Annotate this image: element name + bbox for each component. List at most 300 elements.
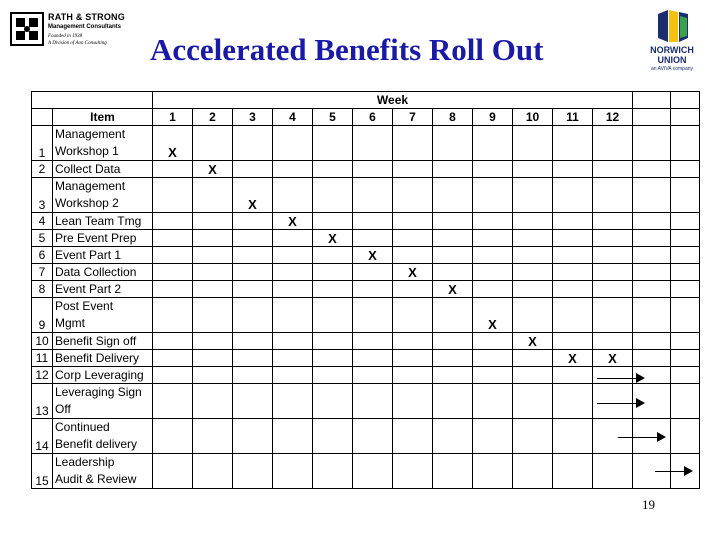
schedule-mark: X (233, 178, 273, 213)
schedule-cell (353, 213, 393, 230)
schedule-cell (671, 333, 700, 350)
row-item (53, 161, 153, 178)
rath-strong-name: RATH & STRONG (48, 12, 125, 22)
row-number: 12 (32, 367, 53, 384)
schedule-cell (393, 126, 433, 161)
schedule-cell (273, 350, 313, 367)
norwich-union-line2: UNION (657, 55, 687, 65)
schedule-cell (193, 264, 233, 281)
row-number: 10 (32, 333, 53, 350)
schedule-cell (553, 213, 593, 230)
row-item-line1: Data Collection (55, 265, 137, 279)
week-number-header (671, 109, 700, 126)
schedule-cell (353, 333, 393, 350)
schedule-mark: X (393, 264, 433, 281)
schedule-cell (153, 264, 193, 281)
row-number: 14 (32, 419, 53, 454)
schedule-cell (433, 213, 473, 230)
row-number: 13 (32, 384, 53, 419)
row-number: 15 (32, 454, 53, 489)
table-row (32, 454, 700, 489)
schedule-cell (193, 126, 233, 161)
schedule-cell (233, 126, 273, 161)
schedule-cell (633, 298, 671, 333)
week-number-header: 11 (553, 109, 593, 126)
schedule-cell (473, 230, 513, 247)
schedule-cell (233, 333, 273, 350)
row-number: 7 (32, 264, 53, 281)
schedule-cell (153, 419, 193, 454)
schedule-cell (473, 281, 513, 298)
schedule-mark: X (273, 213, 313, 230)
schedule-cell (633, 333, 671, 350)
schedule-cell (153, 161, 193, 178)
schedule-cell (153, 230, 193, 247)
schedule-cell (633, 247, 671, 264)
schedule-cell (671, 350, 700, 367)
schedule-cell (671, 126, 700, 161)
schedule-cell (393, 419, 433, 454)
row-item-line1: Pre Event Prep (55, 231, 137, 245)
schedule-cell (273, 419, 313, 454)
row-number: 11 (32, 350, 53, 367)
schedule-mark: X (193, 161, 233, 178)
row-item-line1: Management (55, 127, 126, 141)
schedule-cell (553, 419, 593, 454)
schedule-cell (553, 264, 593, 281)
row-number: 5 (32, 230, 53, 247)
schedule-cell (353, 178, 393, 213)
item-header: Item (53, 109, 153, 126)
schedule-cell (513, 161, 553, 178)
schedule-cell (393, 178, 433, 213)
schedule-cell (353, 298, 393, 333)
schedule-cell (313, 454, 353, 489)
schedule-cell (153, 384, 193, 419)
row-item-line1: Event Part 2 (55, 282, 122, 296)
schedule-cell (233, 161, 273, 178)
schedule-cell (553, 333, 593, 350)
schedule-cell (513, 213, 553, 230)
week-number-header: 2 (193, 109, 233, 126)
schedule-cell (433, 230, 473, 247)
row-item (53, 178, 153, 213)
table-row (32, 350, 700, 367)
table-row (32, 419, 700, 454)
table-row (32, 213, 700, 230)
week-header: Week (153, 92, 633, 109)
schedule-mark: X (353, 247, 393, 264)
schedule-cell (153, 350, 193, 367)
schedule-cell (193, 350, 233, 367)
rath-strong-division: A Division of Aon Consulting (48, 41, 107, 46)
schedule-cell (273, 298, 313, 333)
schedule-cell (233, 298, 273, 333)
schedule-cell (193, 213, 233, 230)
schedule-cell (671, 247, 700, 264)
schedule-cell (633, 178, 671, 213)
schedule-cell (633, 281, 671, 298)
schedule-cell (473, 419, 513, 454)
schedule-cell (353, 454, 393, 489)
schedule-cell (393, 161, 433, 178)
row-item-line2: Audit & Review (55, 472, 137, 486)
row-item (53, 367, 153, 384)
schedule-cell (593, 161, 633, 178)
schedule-cell (393, 384, 433, 419)
schedule-cell (393, 247, 433, 264)
schedule-cell (233, 367, 273, 384)
row-item (53, 247, 153, 264)
schedule-cell (313, 384, 353, 419)
row-item-line1: Leadership (55, 455, 115, 469)
row-item (53, 350, 153, 367)
schedule-cell (473, 126, 513, 161)
schedule-cell (433, 298, 473, 333)
norwich-union-tagline: an AVIVA company (650, 66, 694, 72)
schedule-cell (513, 350, 553, 367)
schedule-cell (473, 213, 513, 230)
schedule-cell (433, 419, 473, 454)
table-row (32, 247, 700, 264)
schedule-cell (433, 333, 473, 350)
schedule-cell (193, 281, 233, 298)
schedule-cell (433, 350, 473, 367)
table-row (32, 333, 700, 350)
schedule-cell (433, 247, 473, 264)
schedule-cell (671, 419, 700, 454)
schedule-cell (233, 419, 273, 454)
row-number: 4 (32, 213, 53, 230)
week-number-header: 7 (393, 109, 433, 126)
schedule-cell (513, 454, 553, 489)
page-title: Accelerated Benefits Roll Out (150, 32, 544, 67)
row-item-line1: Event Part 1 (55, 248, 122, 262)
table-row (32, 230, 700, 247)
schedule-cell (513, 281, 553, 298)
schedule-cell (353, 350, 393, 367)
row-item (53, 384, 153, 419)
schedule-cell (353, 264, 393, 281)
schedule-cell (193, 178, 233, 213)
schedule-cell (553, 298, 593, 333)
schedule-cell (513, 126, 553, 161)
schedule-cell (553, 178, 593, 213)
schedule-cell (633, 161, 671, 178)
schedule-cell (513, 247, 553, 264)
week-number-header: 8 (433, 109, 473, 126)
schedule-mark: X (593, 350, 633, 367)
schedule-cell (353, 126, 393, 161)
empty-header-cell (32, 92, 153, 109)
schedule-cell (313, 178, 353, 213)
continuation-arrow-icon (618, 437, 664, 438)
week-number-header: 12 (593, 109, 633, 126)
schedule-cell (593, 298, 633, 333)
row-number: 2 (32, 161, 53, 178)
schedule-cell (393, 333, 433, 350)
schedule-cell (273, 247, 313, 264)
schedule-cell (313, 213, 353, 230)
schedule-cell (473, 454, 513, 489)
schedule-cell (393, 230, 433, 247)
schedule-cell (633, 213, 671, 230)
norwich-union-logo (640, 8, 720, 78)
page-number: 19 (642, 497, 655, 512)
schedule-cell (433, 178, 473, 213)
schedule-cell (553, 230, 593, 247)
schedule-cell (313, 126, 353, 161)
schedule-cell (553, 454, 593, 489)
schedule-cell (633, 350, 671, 367)
row-number: 3 (32, 178, 53, 213)
schedule-cell (593, 247, 633, 264)
schedule-cell (313, 333, 353, 350)
schedule-cell (473, 384, 513, 419)
schedule-cell (233, 213, 273, 230)
rath-strong-tagline: Management Consultants (48, 24, 122, 30)
row-item (53, 126, 153, 161)
schedule-cell (513, 230, 553, 247)
schedule-cell (313, 247, 353, 264)
week-number-header: 3 (233, 109, 273, 126)
schedule-cell (633, 126, 671, 161)
row-item-line2: Workshop 1 (55, 144, 119, 158)
schedule-cell (273, 281, 313, 298)
schedule-cell (273, 230, 313, 247)
week-number-header: 1 (153, 109, 193, 126)
schedule-cell (193, 298, 233, 333)
schedule-cell (273, 126, 313, 161)
row-item (53, 298, 153, 333)
schedule-cell (353, 281, 393, 298)
row-item-line1: Lean Team Tmg (55, 214, 142, 228)
schedule-cell (193, 419, 233, 454)
schedule-cell (671, 298, 700, 333)
column-header-row (32, 109, 700, 126)
table-row (32, 298, 700, 333)
rollout-schedule-table (31, 91, 700, 489)
schedule-cell (273, 454, 313, 489)
schedule-cell (593, 281, 633, 298)
schedule-cell (473, 333, 513, 350)
continuation-arrow-icon (597, 378, 643, 379)
schedule-cell (553, 161, 593, 178)
schedule-cell (193, 230, 233, 247)
schedule-cell (313, 161, 353, 178)
schedule-cell (473, 178, 513, 213)
schedule-cell (433, 161, 473, 178)
schedule-cell (233, 454, 273, 489)
schedule-cell (553, 247, 593, 264)
row-number: 9 (32, 298, 53, 333)
schedule-cell (593, 213, 633, 230)
schedule-cell (153, 281, 193, 298)
schedule-cell (273, 264, 313, 281)
rath-strong-logo (10, 10, 130, 50)
schedule-cell (313, 419, 353, 454)
schedule-cell (273, 178, 313, 213)
schedule-cell (153, 298, 193, 333)
schedule-cell (393, 298, 433, 333)
empty-header-cell (633, 92, 671, 109)
schedule-cell (353, 367, 393, 384)
schedule-mark: X (473, 298, 513, 333)
norwich-union-line1: NORWICH (650, 45, 694, 55)
schedule-cell (553, 126, 593, 161)
schedule-cell (671, 161, 700, 178)
row-item-line1: Continued (55, 420, 110, 434)
schedule-cell (513, 298, 553, 333)
schedule-cell (433, 264, 473, 281)
week-number-header (633, 109, 671, 126)
table-row (32, 264, 700, 281)
table-row (32, 161, 700, 178)
schedule-cell (593, 178, 633, 213)
schedule-cell (393, 367, 433, 384)
row-item (53, 230, 153, 247)
schedule-cell (153, 454, 193, 489)
row-item-line1: Benefit Delivery (55, 351, 140, 365)
row-item-line1: Collect Data (55, 162, 121, 176)
schedule-cell (353, 384, 393, 419)
norwich-union-name (640, 45, 704, 65)
schedule-cell (153, 213, 193, 230)
schedule-cell (353, 230, 393, 247)
row-number: 1 (32, 126, 53, 161)
schedule-mark: X (313, 230, 353, 247)
schedule-cell (393, 281, 433, 298)
schedule-cell (433, 367, 473, 384)
schedule-cell (513, 264, 553, 281)
schedule-cell (553, 281, 593, 298)
week-number-header: 4 (273, 109, 313, 126)
schedule-cell (671, 178, 700, 213)
row-number: 6 (32, 247, 53, 264)
schedule-cell (513, 178, 553, 213)
schedule-mark: X (153, 126, 193, 161)
row-item-line2: Mgmt (55, 316, 85, 330)
schedule-cell (393, 350, 433, 367)
schedule-cell (233, 230, 273, 247)
schedule-cell (193, 367, 233, 384)
schedule-cell (513, 384, 553, 419)
schedule-cell (553, 384, 593, 419)
schedule-cell (353, 419, 393, 454)
schedule-cell (671, 264, 700, 281)
row-item-line2: Off (55, 402, 71, 416)
rath-strong-founded: Founded in 1938 (48, 34, 83, 39)
schedule-cell (593, 126, 633, 161)
table-row (32, 281, 700, 298)
continuation-arrow-icon (655, 471, 691, 472)
week-number-header: 6 (353, 109, 393, 126)
row-item-line2: Benefit delivery (55, 437, 138, 451)
schedule-cell (393, 454, 433, 489)
schedule-cell (273, 333, 313, 350)
schedule-cell (473, 264, 513, 281)
schedule-cell (633, 230, 671, 247)
schedule-cell (593, 230, 633, 247)
schedule-cell (671, 213, 700, 230)
schedule-cell (313, 367, 353, 384)
schedule-cell (193, 454, 233, 489)
schedule-cell (313, 264, 353, 281)
norwich-union-emblem-icon (656, 8, 690, 44)
row-item (53, 454, 153, 489)
schedule-cell (233, 281, 273, 298)
schedule-cell (193, 384, 233, 419)
schedule-cell (273, 367, 313, 384)
table-row (32, 367, 700, 384)
schedule-cell (313, 298, 353, 333)
schedule-cell (273, 384, 313, 419)
schedule-cell (233, 247, 273, 264)
schedule-cell (433, 126, 473, 161)
schedule-cell (153, 333, 193, 350)
row-item-line1: Leveraging Sign (55, 385, 142, 399)
table-row (32, 126, 700, 161)
schedule-cell (473, 247, 513, 264)
schedule-cell (193, 333, 233, 350)
schedule-cell (593, 333, 633, 350)
schedule-cell (233, 384, 273, 419)
schedule-mark: X (553, 350, 593, 367)
schedule-cell (671, 367, 700, 384)
schedule-cell (593, 384, 633, 419)
schedule-cell (671, 281, 700, 298)
schedule-cell (633, 264, 671, 281)
schedule-cell (473, 161, 513, 178)
row-number: 8 (32, 281, 53, 298)
empty-header-cell (671, 92, 700, 109)
schedule-cell (671, 384, 700, 419)
schedule-cell (473, 367, 513, 384)
schedule-cell (393, 213, 433, 230)
schedule-cell (513, 419, 553, 454)
row-item-line1: Management (55, 179, 126, 193)
empty-header-cell (32, 109, 53, 126)
schedule-cell (273, 161, 313, 178)
table-row (32, 178, 700, 213)
schedule-cell (473, 350, 513, 367)
row-item (53, 264, 153, 281)
schedule-cell (353, 161, 393, 178)
schedule-cell (513, 367, 553, 384)
schedule-cell (433, 454, 473, 489)
schedule-cell (593, 419, 633, 454)
schedule-cell (671, 230, 700, 247)
schedule-cell (313, 350, 353, 367)
row-item (53, 419, 153, 454)
row-item-line1: Corp Leveraging (55, 368, 144, 382)
row-item-line1: Post Event (55, 299, 114, 313)
schedule-cell (233, 350, 273, 367)
table-row (32, 384, 700, 419)
row-item-line1: Benefit Sign off (55, 334, 137, 348)
row-item (53, 281, 153, 298)
schedule-mark: X (433, 281, 473, 298)
week-number-header: 10 (513, 109, 553, 126)
schedule-cell (593, 264, 633, 281)
schedule-cell (153, 247, 193, 264)
row-item-line2: Workshop 2 (55, 196, 119, 210)
schedule-cell (193, 247, 233, 264)
schedule-mark: X (513, 333, 553, 350)
schedule-cell (593, 367, 633, 384)
continuation-arrow-icon (597, 403, 643, 404)
schedule-cell (433, 384, 473, 419)
